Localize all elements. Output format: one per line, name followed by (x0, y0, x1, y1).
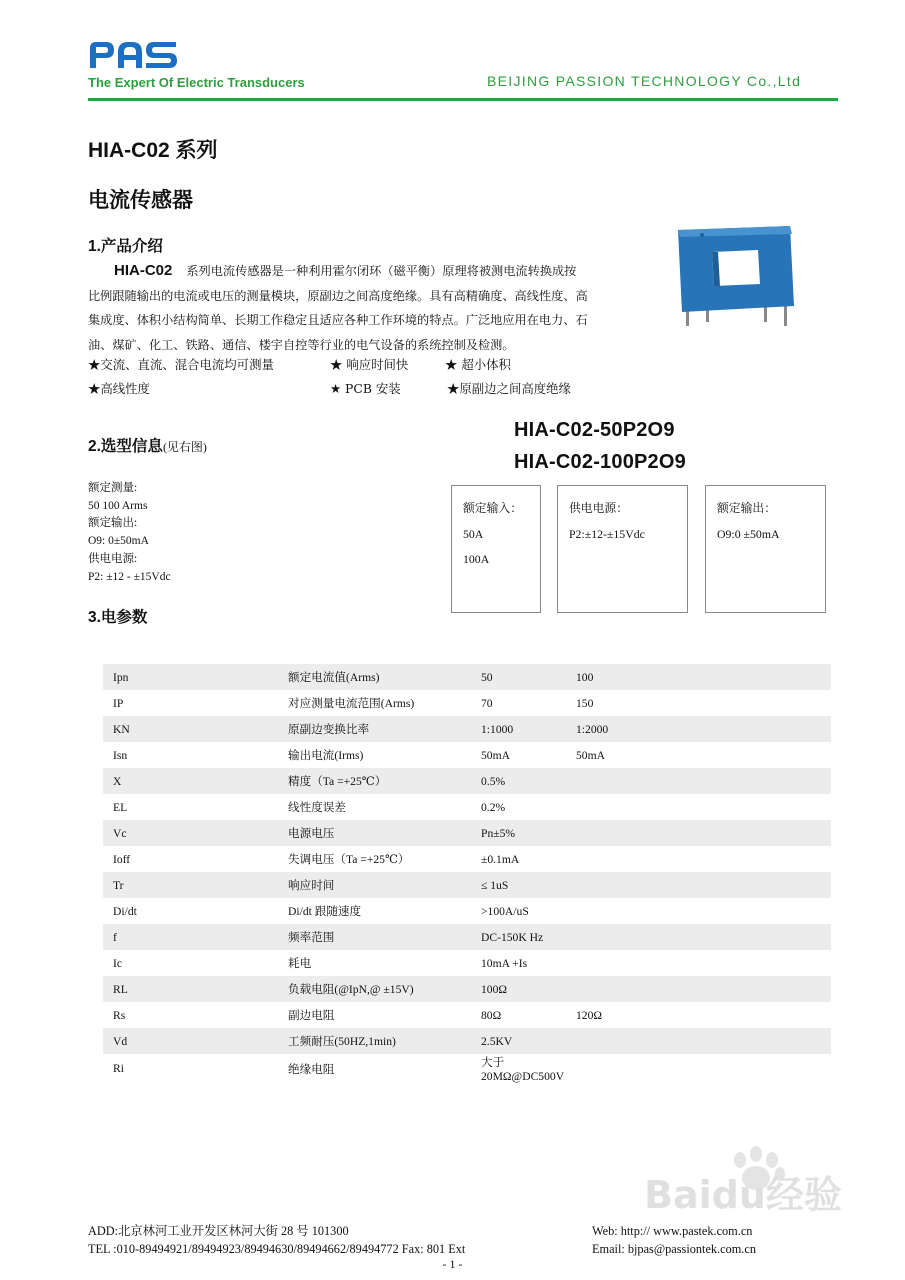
spec-box-value: 100A (463, 552, 490, 566)
model-number: HIA-C02-50P2O9 (514, 419, 675, 441)
tagline: The Expert Of Electric Transducers (88, 75, 305, 90)
param-name: 负载电阻(@IpN,@ ±15V) (288, 976, 481, 1002)
param-name: 频率范围 (288, 924, 481, 950)
table-row (103, 898, 831, 924)
selection-info-line: O9: 0±50mA (88, 535, 149, 548)
param-value: ±0.1mA (481, 852, 520, 866)
param-value: 2.5KV (481, 1028, 576, 1054)
table-row (103, 664, 831, 690)
param-value-2 (576, 898, 831, 924)
param-value-2: 150 (576, 696, 594, 710)
table-row (103, 846, 831, 872)
page-title: 电流传感器 (88, 189, 193, 212)
param-value: 100Ω (481, 976, 576, 1002)
param-value: 1:1000 (481, 716, 576, 742)
param-name: 副边电阻 (288, 1009, 335, 1022)
param-name: 耗电 (288, 957, 312, 970)
header-rule (88, 98, 838, 101)
footer-web-url[interactable]: Web: http:// www.pastek.com.cn (592, 1224, 753, 1238)
intro-line: 比例跟随输出的电流或电压的测量模块，原副边之间高度绝缘。具有高精确度、高线性度、高 (88, 288, 588, 303)
footer-address: ADD:北京林河工业开发区林河大街 28 号 101300 (88, 1224, 349, 1238)
feature-item: ★ 超小体积 (445, 357, 511, 372)
param-value-2 (576, 872, 831, 898)
param-symbol: Ipn (103, 664, 288, 690)
selection-info-line: 供电电源: (88, 552, 138, 565)
model-number: HIA-C02-100P2O9 (514, 451, 686, 473)
param-symbol: IP (113, 696, 124, 710)
param-symbol: RL (103, 976, 288, 1002)
param-symbol: EL (113, 800, 128, 814)
param-value: 0.5% (481, 768, 576, 794)
param-name: 电源电压 (288, 820, 481, 846)
param-value-2 (576, 924, 831, 950)
feature-item: ★原副边之间高度绝缘 (447, 381, 571, 396)
param-name: 绝缘电阻 (288, 1062, 335, 1076)
table-row (103, 872, 831, 898)
param-value-2 (576, 1028, 831, 1054)
param-name: 响应时间 (288, 872, 481, 898)
spec-box-rated-output (705, 485, 826, 613)
param-name: 工频耐压(50HZ,1min) (288, 1028, 481, 1054)
table-row (103, 1054, 831, 1083)
table-row (103, 690, 831, 716)
feature-item: ★ PCB 安装 (330, 381, 401, 396)
section-params-heading: 3.电参数 (88, 609, 148, 626)
param-value-2: 100 (576, 664, 831, 690)
param-value: 50mA (481, 748, 510, 762)
watermark-text: Baidu经验 (644, 1173, 842, 1217)
param-name: 输出电流(Irms) (288, 749, 364, 762)
param-symbol: KN (103, 716, 288, 742)
section-intro-heading: 1.产品介绍 (88, 238, 163, 255)
feature-item: ★高线性度 (88, 381, 150, 396)
param-value-2: 1:2000 (576, 716, 831, 742)
table-row (103, 716, 831, 742)
param-value-2 (576, 1054, 831, 1083)
param-symbol: f (103, 924, 288, 950)
param-name: Di/dt 跟随速度 (288, 905, 362, 918)
table-row (103, 924, 831, 950)
footer-contact (88, 1222, 465, 1258)
table-row (103, 950, 831, 976)
selection-heading-note: (见右图) (162, 440, 207, 454)
param-name: 对应测量电流范围(Arms) (288, 697, 415, 710)
param-value: ≤ 1uS (481, 872, 576, 898)
param-symbol: Isn (113, 748, 128, 762)
intro-line: 系列电流传感器是一种利用霍尔闭环（磁平衡）原理将被测电流转换成按 (186, 264, 577, 278)
param-name: 线性度误差 (288, 801, 346, 814)
param-value: 50 (481, 664, 576, 690)
param-value: DC-150K Hz (481, 924, 576, 950)
spec-box-power-supply (557, 485, 688, 613)
param-symbol: Ri (113, 1062, 124, 1075)
param-symbol: Vd (103, 1028, 288, 1054)
company-name: BEIJING PASSION TECHNOLOGY Co.,Ltd (487, 73, 802, 89)
param-value-2 (576, 768, 831, 794)
param-symbol: Ioff (113, 852, 131, 866)
param-name: 额定电流值(Arms) (288, 664, 481, 690)
table-row (103, 1028, 831, 1054)
parameters-table (103, 664, 831, 1083)
param-name: 精度（Ta =+25℃） (288, 768, 481, 794)
spec-box-title: 额定输入： (463, 501, 522, 515)
param-name: 原副边变换比率 (288, 716, 481, 742)
param-value: 0.2% (481, 800, 506, 814)
param-value-2: 50mA (576, 748, 605, 762)
table-row (103, 976, 831, 1002)
product-image (672, 222, 800, 330)
param-symbol: X (103, 768, 288, 794)
footer-web (592, 1222, 756, 1258)
selection-info (88, 480, 171, 586)
param-value-2 (576, 976, 831, 1002)
param-value-2 (576, 820, 831, 846)
spec-box-value: O9:0 ±50mA (717, 526, 780, 541)
param-name: 失调电压（Ta =+25℃） (288, 853, 410, 866)
param-symbol: Di/dt (113, 904, 137, 918)
table-row (103, 742, 831, 768)
intro-text (88, 259, 648, 357)
section-selection-heading (88, 434, 207, 456)
pas-logo (88, 40, 178, 70)
param-value-2 (576, 846, 831, 872)
intro-lead: HIA-C02 (114, 262, 173, 279)
spec-box-title: 额定输出： (717, 501, 776, 515)
param-symbol: Tr (103, 872, 288, 898)
selection-info-line: 额定测量: (88, 482, 138, 494)
param-value: 大于 20MΩ@DC500V (481, 1056, 565, 1083)
table-row (103, 768, 831, 794)
baidu-watermark (640, 1140, 860, 1220)
param-symbol: Rs (113, 1008, 126, 1022)
param-symbol: Vc (103, 820, 288, 846)
selection-info-line: 50 100 Arms (88, 499, 148, 512)
spec-box-rated-input (451, 485, 541, 613)
param-value: 10mA +Is (481, 956, 528, 970)
table-row (103, 1002, 831, 1028)
param-value-2 (576, 794, 831, 820)
param-value-2 (576, 950, 831, 976)
selection-info-line: 额定输出: (88, 517, 138, 530)
intro-line: 集成度、体积小结构简单、长期工作稳定且适应各种工作环境的特点。广泛地应用在电力、石 (88, 313, 588, 327)
spec-box-value: 50A (463, 526, 484, 541)
param-value: 80Ω (481, 1008, 502, 1022)
selection-info-line: P2: ±12 - ±15Vdc (88, 570, 171, 583)
page-number: - 1 - (442, 1257, 463, 1271)
spec-box-title: 供电电源： (569, 501, 628, 515)
param-symbol: Ic (113, 956, 123, 970)
series-title: HIA-C02 系列 (88, 139, 218, 162)
param-value: >100A/uS (481, 904, 529, 918)
table-row (103, 794, 831, 820)
feature-item: ★交流、直流、混合电流均可测量 (88, 357, 274, 372)
feature-item: ★ 响应时间快 (330, 357, 409, 372)
intro-line: 油、煤矿、化工、铁路、通信、楼宇自控等行业的电气设备的系统控制及检测。 (88, 337, 515, 352)
footer-tel: TEL :010-89494921/89494923/89494630/89494662/89494772 Fax: 801 Ext (88, 1242, 466, 1256)
param-value: Pn±5% (481, 820, 576, 846)
footer-email[interactable]: Email: bjpas@passiontek.com.cn (592, 1242, 756, 1256)
spec-box-value: P2:±12-±15Vdc (569, 526, 645, 541)
param-value-2: 120Ω (576, 1008, 603, 1022)
selection-heading-text: 2.选型信息 (88, 438, 163, 455)
table-row (103, 820, 831, 846)
param-value: 70 (481, 696, 493, 710)
